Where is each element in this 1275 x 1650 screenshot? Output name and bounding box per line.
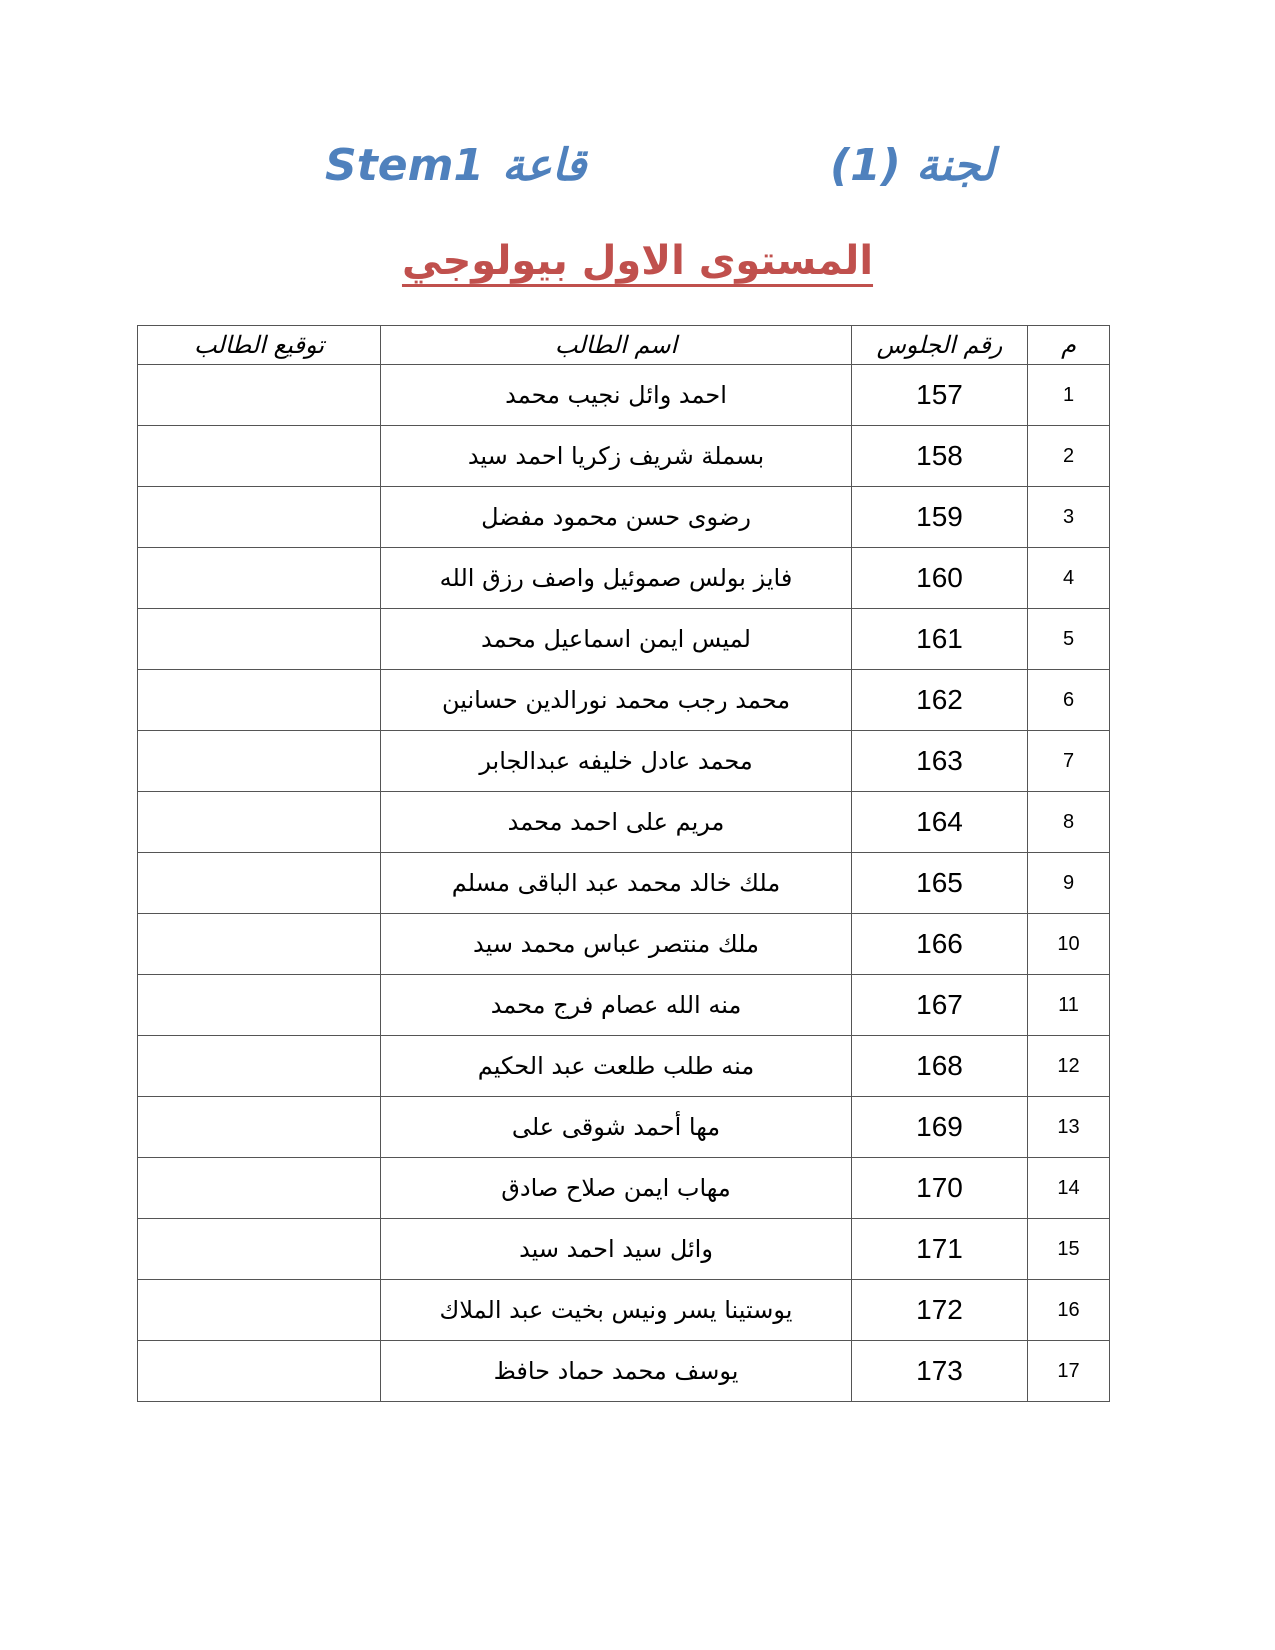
table-row	[138, 731, 1110, 792]
student-name-cell: مها أحمد شوقى على	[381, 1097, 852, 1158]
column-header-index: م	[1028, 326, 1110, 365]
seat-number-cell: 166	[852, 914, 1028, 975]
column-header-name: اسم الطالب	[381, 326, 852, 365]
signature-cell[interactable]	[138, 975, 381, 1036]
signature-cell[interactable]	[138, 548, 381, 609]
hall-label: قاعة	[502, 140, 587, 191]
hall-name: Stem1	[325, 140, 485, 191]
signature-cell[interactable]	[138, 853, 381, 914]
table-row	[138, 1036, 1110, 1097]
seat-number-cell: 164	[852, 792, 1028, 853]
signature-cell[interactable]	[138, 487, 381, 548]
seat-number-cell: 162	[852, 670, 1028, 731]
table-row	[138, 975, 1110, 1036]
table-row	[138, 487, 1110, 548]
row-index-cell: 4	[1028, 548, 1110, 609]
row-index-cell: 2	[1028, 426, 1110, 487]
student-name-cell: يوستينا يسر ونيس بخيت عبد الملاك	[381, 1280, 852, 1341]
signature-cell[interactable]	[138, 426, 381, 487]
level-title-container	[0, 238, 1275, 284]
row-index-cell: 13	[1028, 1097, 1110, 1158]
student-name-cell: مهاب ايمن صلاح صادق	[381, 1158, 852, 1219]
table-row	[138, 609, 1110, 670]
row-index-cell: 14	[1028, 1158, 1110, 1219]
table-row	[138, 670, 1110, 731]
row-index-cell: 3	[1028, 487, 1110, 548]
seat-number-cell: 169	[852, 1097, 1028, 1158]
signature-cell[interactable]	[138, 609, 381, 670]
seat-number-cell: 167	[852, 975, 1028, 1036]
student-name-cell: ملك خالد محمد عبد الباقى مسلم	[381, 853, 852, 914]
student-name-cell: مريم على احمد محمد	[381, 792, 852, 853]
table-row	[138, 1219, 1110, 1280]
seat-number-cell: 160	[852, 548, 1028, 609]
signature-cell[interactable]	[138, 1341, 381, 1402]
signature-cell[interactable]	[138, 731, 381, 792]
table-row	[138, 1280, 1110, 1341]
row-index-cell: 7	[1028, 731, 1110, 792]
seat-number-cell: 170	[852, 1158, 1028, 1219]
student-name-cell: رضوى حسن محمود مفضل	[381, 487, 852, 548]
row-index-cell: 11	[1028, 975, 1110, 1036]
student-name-cell: ملك منتصر عباس محمد سيد	[381, 914, 852, 975]
table-row	[138, 426, 1110, 487]
column-header-seat: رقم الجلوس	[852, 326, 1028, 365]
table-row	[138, 1158, 1110, 1219]
level-title: المستوى الاول بيولوجي	[401, 238, 874, 284]
student-name-cell: احمد وائل نجيب محمد	[381, 365, 852, 426]
student-name-cell: يوسف محمد حماد حافظ	[381, 1341, 852, 1402]
table-row	[138, 548, 1110, 609]
student-name-cell: بسملة شريف زكريا احمد سيد	[381, 426, 852, 487]
row-index-cell: 12	[1028, 1036, 1110, 1097]
student-name-cell: منه طلب طلعت عبد الحكيم	[381, 1036, 852, 1097]
seat-number-cell: 163	[852, 731, 1028, 792]
student-name-cell: محمد عادل خليفه عبدالجابر	[381, 731, 852, 792]
signature-cell[interactable]	[138, 1219, 381, 1280]
row-index-cell: 16	[1028, 1280, 1110, 1341]
table-row	[138, 914, 1110, 975]
signature-cell[interactable]	[138, 365, 381, 426]
row-index-cell: 15	[1028, 1219, 1110, 1280]
row-index-cell: 8	[1028, 792, 1110, 853]
signature-cell[interactable]	[138, 792, 381, 853]
student-name-cell: محمد رجب محمد نورالدين حسانين	[381, 670, 852, 731]
student-name-cell: منه الله عصام فرج محمد	[381, 975, 852, 1036]
table-row	[138, 1097, 1110, 1158]
student-name-cell: وائل سيد احمد سيد	[381, 1219, 852, 1280]
row-index-cell: 6	[1028, 670, 1110, 731]
hall-heading	[325, 140, 586, 191]
student-name-cell: لميس ايمن اسماعيل محمد	[381, 609, 852, 670]
table-row	[138, 1341, 1110, 1402]
student-roster-table	[137, 325, 1110, 1402]
seat-number-cell: 161	[852, 609, 1028, 670]
signature-cell[interactable]	[138, 1097, 381, 1158]
signature-cell[interactable]	[138, 1158, 381, 1219]
table-row	[138, 853, 1110, 914]
seat-number-cell: 157	[852, 365, 1028, 426]
row-index-cell: 1	[1028, 365, 1110, 426]
seat-number-cell: 172	[852, 1280, 1028, 1341]
table-row	[138, 792, 1110, 853]
seat-number-cell: 173	[852, 1341, 1028, 1402]
seat-number-cell: 158	[852, 426, 1028, 487]
seat-number-cell: 159	[852, 487, 1028, 548]
signature-cell[interactable]	[138, 1036, 381, 1097]
seat-number-cell: 168	[852, 1036, 1028, 1097]
row-index-cell: 10	[1028, 914, 1110, 975]
row-index-cell: 5	[1028, 609, 1110, 670]
committee-heading: لجنة (1)	[830, 140, 995, 191]
signature-cell[interactable]	[138, 1280, 381, 1341]
table-header-row	[138, 326, 1110, 365]
column-header-signature: توقيع الطالب	[138, 326, 381, 365]
row-index-cell: 9	[1028, 853, 1110, 914]
signature-cell[interactable]	[138, 914, 381, 975]
signature-cell[interactable]	[138, 670, 381, 731]
seat-number-cell: 171	[852, 1219, 1028, 1280]
table-body	[138, 365, 1110, 1402]
row-index-cell: 17	[1028, 1341, 1110, 1402]
table-row	[138, 365, 1110, 426]
seat-number-cell: 165	[852, 853, 1028, 914]
student-name-cell: فايز بولس صموئيل واصف رزق الله	[381, 548, 852, 609]
